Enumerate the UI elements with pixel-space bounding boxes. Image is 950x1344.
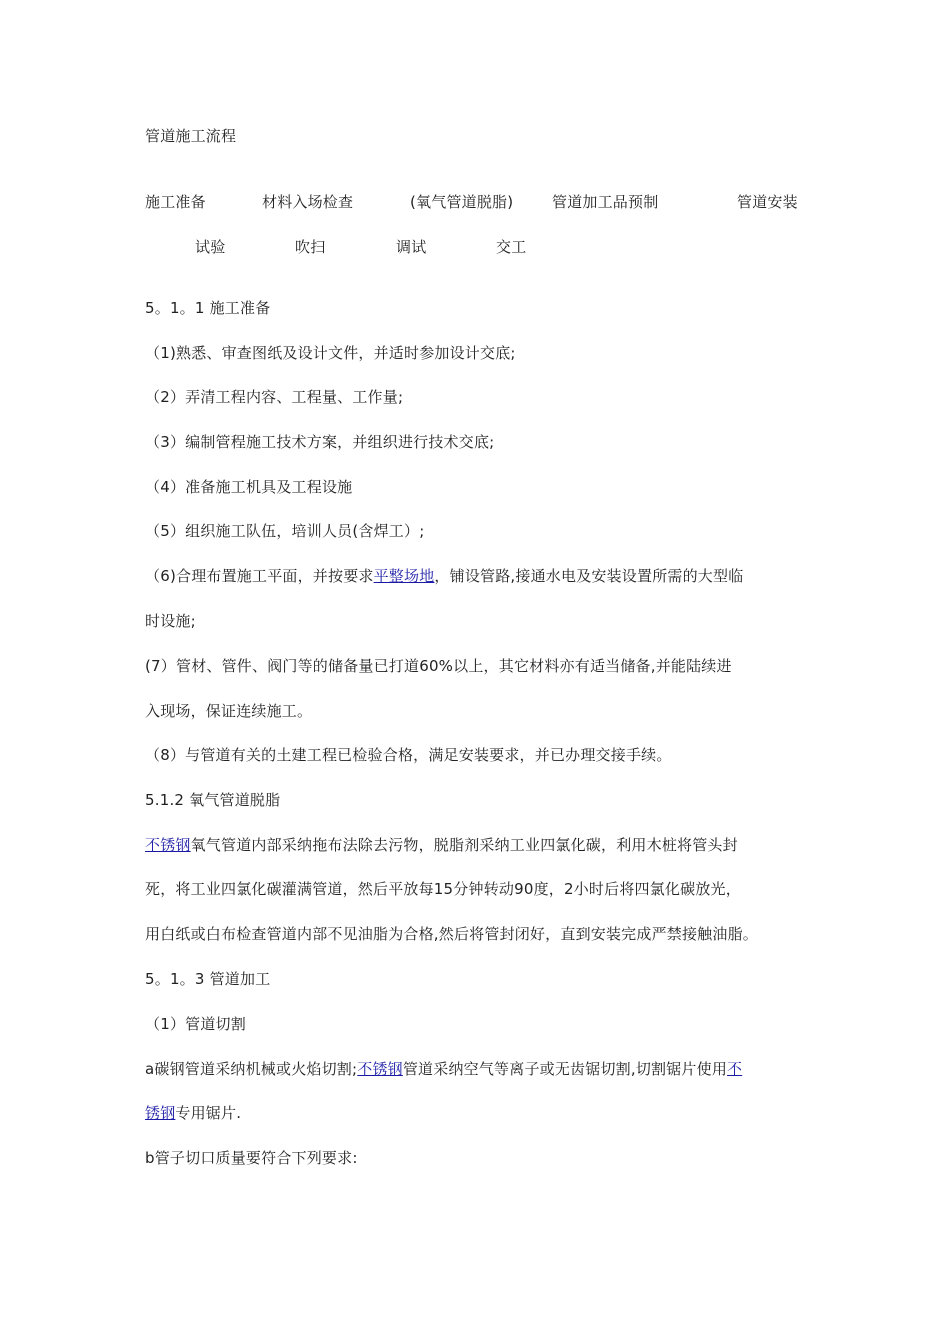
list-item: （5）组织施工队伍，培训人员(含焊工）; bbox=[145, 522, 425, 540]
link-stainless-steel[interactable]: 不 bbox=[727, 1060, 743, 1078]
flow-step: (氧气管道脱脂) bbox=[410, 193, 514, 211]
flow-step: 施工准备 bbox=[145, 193, 206, 211]
paragraph-line bbox=[145, 1057, 742, 1081]
flow-step: 试验 bbox=[195, 238, 226, 256]
flow-step: 吹扫 bbox=[295, 238, 326, 256]
list-item-continued: 时设施; bbox=[145, 612, 196, 630]
flow-step: 交工 bbox=[496, 238, 527, 256]
link-stainless-steel[interactable]: 不锈钢 bbox=[357, 1060, 403, 1078]
section-heading-5-1-2: 5.1.2 氧气管道脱脂 bbox=[145, 791, 281, 809]
doc-title: 管道施工流程 bbox=[145, 127, 237, 145]
paragraph-line: 用白纸或白布检查管道内部不见油脂为合格,然后将管封闭好，直到安装完成严禁接触油脂。 bbox=[145, 925, 758, 943]
section-heading-5-1-3: 5。1。3 管道加工 bbox=[145, 970, 271, 988]
list-item bbox=[145, 564, 743, 588]
list-item: （8）与管道有关的土建工程已检验合格，满足安装要求，并已办理交接手续。 bbox=[145, 746, 672, 764]
list-item: （3）编制管程施工技术方案，并组织进行技术交底; bbox=[145, 433, 495, 451]
list-item-continued: 入现场，保证连续施工。 bbox=[145, 702, 313, 720]
text-run: a碳钢管道采纳机械或火焰切割; bbox=[145, 1060, 358, 1078]
flow-step: 调试 bbox=[396, 238, 427, 256]
text-run: （6)合理布置施工平面，并按要求 bbox=[145, 567, 374, 585]
link-stainless-steel[interactable]: 锈钢 bbox=[145, 1104, 176, 1122]
text-run: ，铺设管路,接通水电及安装设置所需的大型临 bbox=[434, 567, 744, 585]
sub-heading: （1）管道切割 bbox=[145, 1015, 246, 1033]
list-item: （1)熟悉、审查图纸及设计文件，并适时参加设计交底; bbox=[145, 344, 516, 362]
flow-step: 管道加工品预制 bbox=[552, 193, 659, 211]
link-flat-site[interactable]: 平整场地 bbox=[373, 567, 435, 585]
list-item: （4）准备施工机具及工程设施 bbox=[145, 478, 353, 496]
paragraph-line bbox=[145, 1101, 241, 1125]
paragraph-line: 死，将工业四氯化碳灌满管道，然后平放每15分钟转动90度，2小时后将四氯化碳放光， bbox=[145, 880, 741, 898]
text-run: 氧气管道内部采纳拖布法除去污物，脱脂剂采纳工业四氯化碳，利用木桩将管头封 bbox=[190, 836, 738, 854]
text-run: 专用锯片. bbox=[175, 1104, 242, 1122]
flow-step: 材料入场检查 bbox=[262, 193, 354, 211]
section-heading-5-1-1: 5。1。1 施工准备 bbox=[145, 299, 271, 317]
paragraph-line: b管子切口质量要符合下列要求: bbox=[145, 1149, 358, 1167]
list-item: (7）管材、管件、阀门等的储备量已打道60%以上，其它材料亦有适当储备,并能陆续进 bbox=[145, 657, 732, 675]
list-item: （2）弄清工程内容、工程量、工作量; bbox=[145, 388, 404, 406]
paragraph-line bbox=[145, 833, 738, 857]
link-stainless-steel[interactable]: 不锈钢 bbox=[145, 836, 191, 854]
flow-step: 管道安装 bbox=[737, 193, 798, 211]
text-run: 管道采纳空气等离子或无齿锯切割,切割锯片使用 bbox=[402, 1060, 728, 1078]
